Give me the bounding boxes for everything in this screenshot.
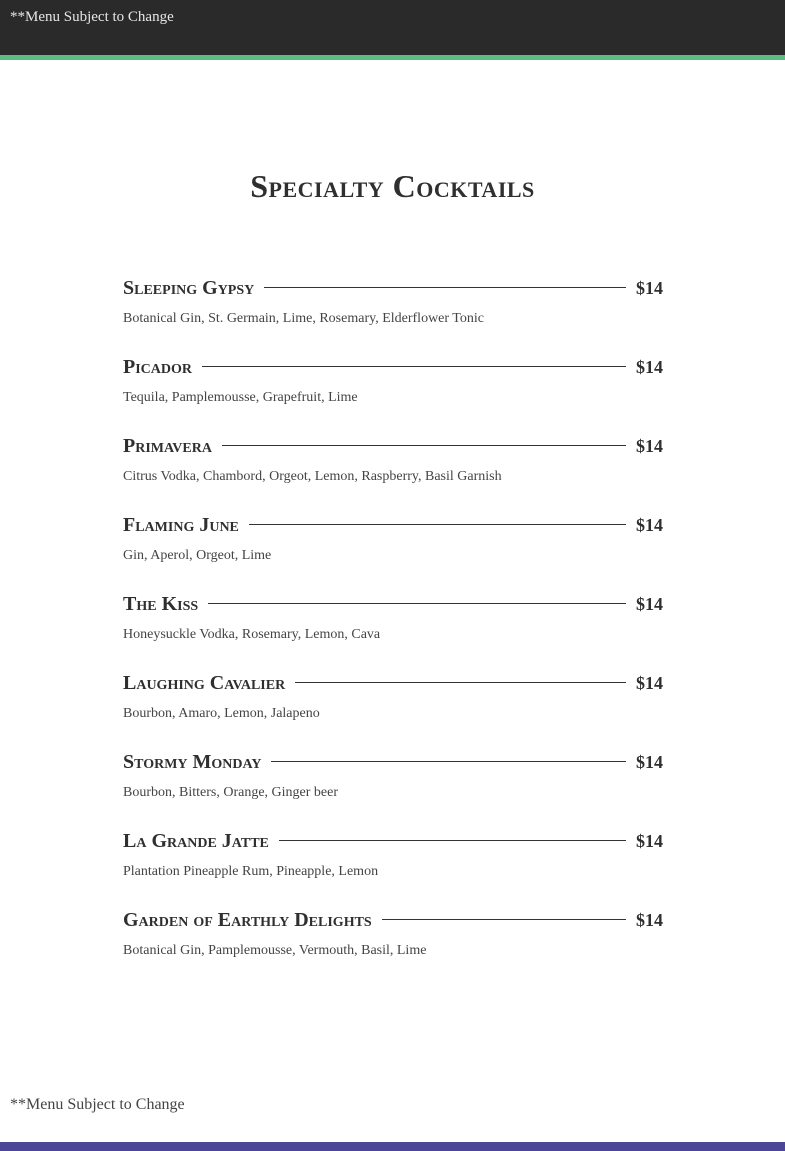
leader-rule (264, 287, 626, 288)
menu-item (123, 354, 663, 433)
item-price: $14 (636, 909, 663, 930)
item-price: $14 (636, 435, 663, 456)
page-title: Specialty Cocktails (250, 168, 535, 204)
menu-item (123, 591, 663, 670)
item-name: Picador (123, 355, 192, 378)
item-price: $14 (636, 593, 663, 614)
item-name: The Kiss (123, 592, 199, 615)
leader-rule (279, 840, 626, 841)
item-price: $14 (636, 356, 663, 377)
item-description: Tequila, Pamplemousse, Grapefruit, Lime (123, 390, 358, 405)
leader-rule (249, 524, 626, 525)
leader-rule (271, 761, 626, 762)
menu-item (123, 670, 663, 749)
item-name: Stormy Monday (123, 750, 262, 773)
item-name: La Grande Jatte (123, 829, 269, 852)
leader-rule (202, 366, 626, 367)
item-description: Plantation Pineapple Rum, Pineapple, Lemon (123, 864, 379, 879)
cocktail-list (123, 275, 663, 986)
item-name: Garden of Earthly Delights (123, 908, 372, 931)
item-description: Citrus Vodka, Chambord, Orgeot, Lemon, Raspberry, Basil Garnish (123, 469, 502, 484)
footer-notice: **Menu Subject to Change (10, 1096, 185, 1113)
menu-item (123, 749, 663, 828)
menu-item (123, 828, 663, 907)
item-name: Primavera (123, 434, 212, 457)
menu-item (123, 907, 663, 986)
footer-accent-stripe (0, 1142, 785, 1151)
header-accent-stripe (0, 55, 785, 60)
item-price: $14 (636, 277, 663, 298)
leader-rule (222, 445, 626, 446)
item-price: $14 (636, 514, 663, 535)
item-name: Flaming June (123, 513, 239, 536)
item-description: Bourbon, Amaro, Lemon, Jalapeno (123, 706, 320, 721)
leader-rule (295, 682, 626, 683)
item-description: Botanical Gin, St. Germain, Lime, Rosemary, Elderflower Tonic (123, 311, 484, 326)
item-price: $14 (636, 672, 663, 693)
leader-rule (208, 603, 626, 604)
item-description: Botanical Gin, Pamplemousse, Vermouth, Basil, Lime (123, 943, 427, 958)
item-name: Sleeping Gypsy (123, 276, 255, 299)
item-name: Laughing Cavalier (123, 671, 286, 694)
leader-rule (382, 919, 626, 920)
item-description: Gin, Aperol, Orgeot, Lime (123, 548, 272, 563)
header-notice: **Menu Subject to Change (10, 9, 174, 25)
menu-item (123, 275, 663, 354)
item-description: Bourbon, Bitters, Orange, Ginger beer (123, 785, 338, 800)
item-description: Honeysuckle Vodka, Rosemary, Lemon, Cava (123, 627, 381, 642)
menu-item (123, 512, 663, 591)
item-price: $14 (636, 751, 663, 772)
item-price: $14 (636, 830, 663, 851)
menu-item (123, 433, 663, 512)
